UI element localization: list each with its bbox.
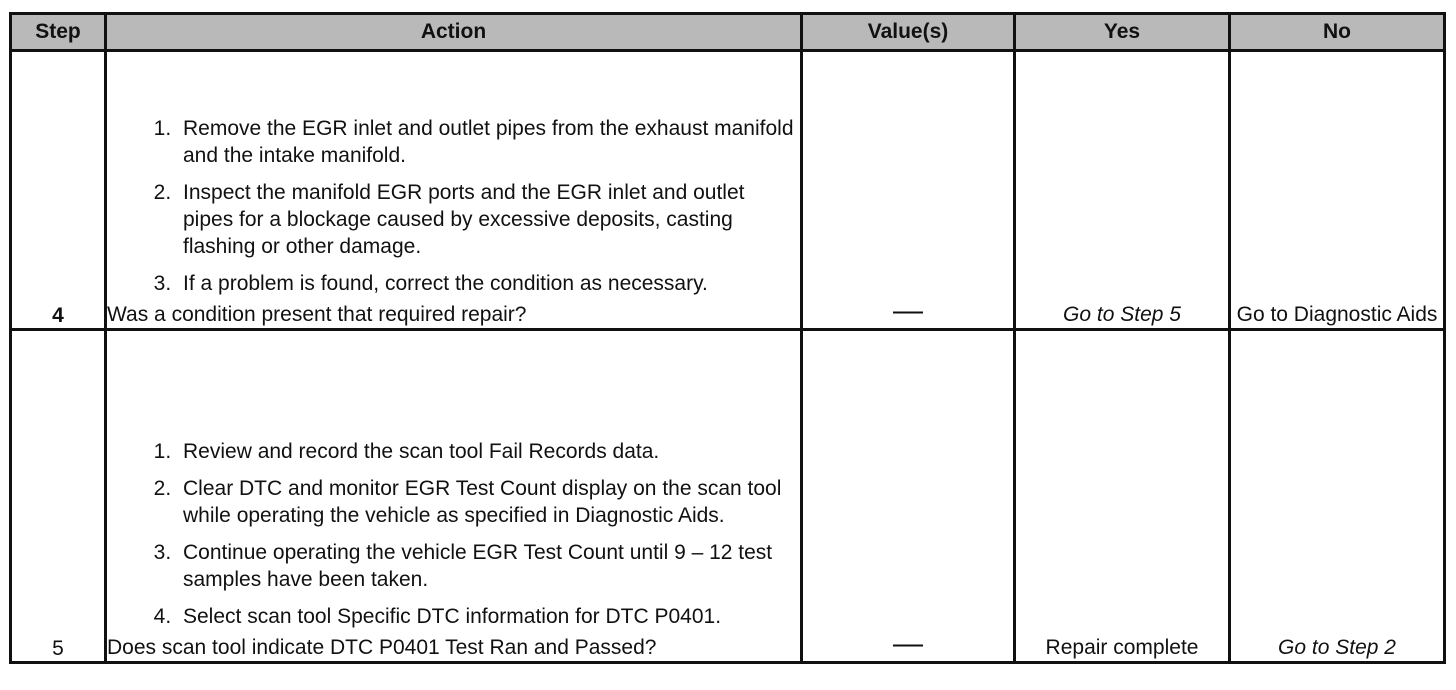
header-yes: Yes <box>1015 14 1230 51</box>
action-item: 4. Select scan tool Specific DTC information for DTC P0401. <box>177 603 800 630</box>
table-row-step-4 <box>11 51 1445 330</box>
no-result: Go to Diagnostic Aids <box>1230 51 1445 330</box>
diagnostic-table <box>9 12 1446 664</box>
action-item: 2. Clear DTC and monitor EGR Test Count display on the scan tool while operating the vehicle as specified in Diagnostic Aids. <box>177 475 800 529</box>
yes-result: Go to Step 5 <box>1015 51 1230 330</box>
action-list <box>107 115 800 297</box>
header-no: No <box>1230 14 1445 51</box>
action-item: 1. Review and record the scan tool Fail Records data. <box>177 438 800 465</box>
action-cell <box>106 51 802 330</box>
yes-result: Repair complete <box>1015 330 1230 663</box>
no-result: Go to Step 2 <box>1230 330 1445 663</box>
header-step: Step <box>11 14 106 51</box>
table-row-step-5 <box>11 330 1445 663</box>
action-item: 3. Continue operating the vehicle EGR Test Count until 9 – 12 test samples have been taken. <box>177 539 800 593</box>
step-number: 4 <box>11 51 106 330</box>
step-number: 5 <box>11 330 106 663</box>
action-item: 1. Remove the EGR inlet and outlet pipes from the exhaust manifold and the intake manifold. <box>177 115 800 169</box>
value-cell: — <box>802 330 1015 663</box>
value-cell: — <box>802 51 1015 330</box>
header-row <box>11 14 1445 51</box>
action-item: 3. If a problem is found, correct the condition as necessary. <box>177 270 800 297</box>
action-item: 2. Inspect the manifold EGR ports and the EGR inlet and outlet pipes for a blockage caused by excessive deposits, casting flashing or other damage. <box>177 179 800 260</box>
header-values: Value(s) <box>802 14 1015 51</box>
header-action: Action <box>106 14 802 51</box>
action-question: Does scan tool indicate DTC P0401 Test Ran and Passed? <box>107 636 657 659</box>
action-list <box>107 438 800 630</box>
action-question: Was a condition present that required repair? <box>107 303 527 326</box>
action-cell <box>106 330 802 663</box>
